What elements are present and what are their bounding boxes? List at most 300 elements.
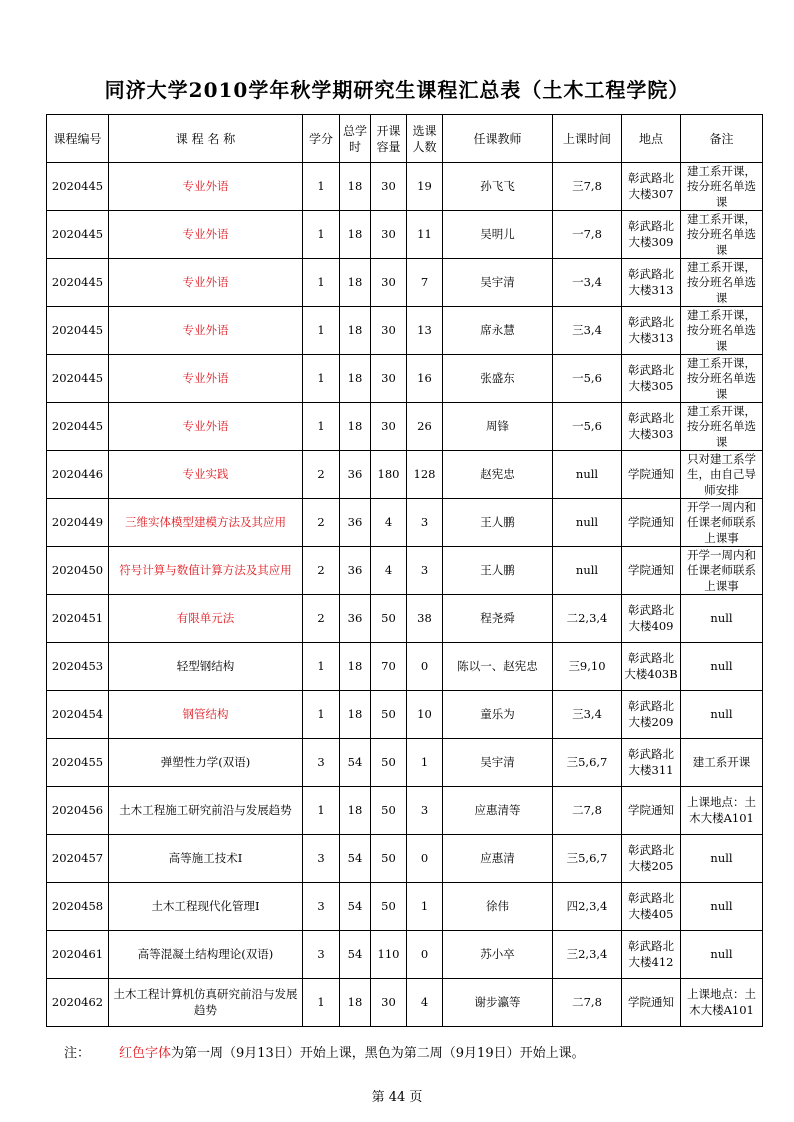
cell-teacher-text: 王人鹏 xyxy=(480,514,515,529)
cell-name xyxy=(109,787,303,835)
cell-time-text: 三3,4 xyxy=(572,322,602,337)
cell-teacher-text: 吴宇清 xyxy=(480,274,515,289)
cell-enrolled xyxy=(407,691,443,739)
cell-code-text: 2020462 xyxy=(51,994,104,1009)
cell-enrolled xyxy=(407,451,443,499)
cell-credit-text: 1 xyxy=(317,226,325,241)
cell-time xyxy=(553,163,622,211)
cell-enrolled xyxy=(407,211,443,259)
cell-hours xyxy=(340,931,371,979)
cell-hours xyxy=(340,979,371,1027)
cell-location-text: 彰武路北大楼403B xyxy=(624,651,678,681)
footnote-rest: 为第一周（9月13日）开始上课，黑色为第二周（9月19日）开始上课。 xyxy=(170,1046,585,1061)
cell-remark-text: 建工系开课 xyxy=(692,754,751,769)
cell-name xyxy=(109,739,303,787)
cell-credit xyxy=(303,931,340,979)
cell-code xyxy=(47,451,109,499)
cell-teacher-text: 应惠清等 xyxy=(474,802,521,817)
cell-location-text: 彰武路北大楼409 xyxy=(628,603,674,633)
cell-name-text: 钢管结构 xyxy=(182,706,229,721)
cell-capacity xyxy=(371,691,407,739)
cell-credit-text: 1 xyxy=(317,274,325,289)
cell-location xyxy=(622,835,681,883)
cell-capacity-text: 110 xyxy=(377,946,400,961)
cell-name-text: 专业外语 xyxy=(182,418,229,433)
cell-teacher-text: 谢步瀛等 xyxy=(474,994,521,1009)
cell-name-text: 有限单元法 xyxy=(176,610,235,625)
cell-hours-text: 18 xyxy=(347,322,363,337)
cell-location-text: 彰武路北大楼205 xyxy=(628,843,674,873)
cell-time xyxy=(553,739,622,787)
cell-name xyxy=(109,259,303,307)
cell-capacity-text: 50 xyxy=(381,898,396,913)
cell-teacher xyxy=(443,163,553,211)
cell-hours xyxy=(340,451,371,499)
cell-code-text: 2020445 xyxy=(51,274,104,289)
cell-teacher xyxy=(443,259,553,307)
cell-time-text: 三3,4 xyxy=(572,706,602,721)
cell-location xyxy=(622,163,681,211)
cell-credit xyxy=(303,211,340,259)
cell-credit-text: 3 xyxy=(317,754,325,769)
cell-name-text: 土木工程计算机仿真研究前沿与发展趋势 xyxy=(113,987,298,1017)
table-row xyxy=(47,691,763,739)
cell-time xyxy=(553,595,622,643)
cell-capacity xyxy=(371,979,407,1027)
cell-enrolled xyxy=(407,739,443,787)
cell-remark xyxy=(681,643,763,691)
table-row xyxy=(47,643,763,691)
cell-remark xyxy=(681,163,763,211)
cell-time xyxy=(553,835,622,883)
cell-hours-text: 36 xyxy=(347,466,363,481)
cell-remark-text: 建工系开课，按分班名单选课 xyxy=(687,355,756,401)
cell-hours-text: 36 xyxy=(347,610,363,625)
header-time: 上课时间 xyxy=(553,115,622,163)
cell-location-text: 学院通知 xyxy=(628,514,674,529)
cell-capacity-text: 30 xyxy=(381,274,396,289)
cell-credit xyxy=(303,403,340,451)
table-row xyxy=(47,883,763,931)
cell-enrolled xyxy=(407,595,443,643)
cell-code-text: 2020461 xyxy=(51,946,104,961)
cell-location-text: 彰武路北大楼307 xyxy=(628,171,674,201)
cell-teacher-text: 程尧舜 xyxy=(480,610,515,625)
cell-remark-text: 建工系开课，按分班名单选课 xyxy=(687,259,756,305)
cell-hours-text: 54 xyxy=(347,754,363,769)
cell-location-text: 彰武路北大楼311 xyxy=(628,747,674,777)
cell-location-text: 彰武路北大楼313 xyxy=(628,267,674,297)
cell-time-text: null xyxy=(575,466,599,481)
cell-location-text: 彰武路北大楼209 xyxy=(628,699,674,729)
cell-location-text: 学院通知 xyxy=(628,562,674,577)
cell-time-text: 二7,8 xyxy=(572,802,602,817)
cell-enrolled xyxy=(407,787,443,835)
cell-name xyxy=(109,547,303,595)
cell-remark xyxy=(681,739,763,787)
cell-teacher-text: 吴明儿 xyxy=(480,226,515,241)
cell-enrolled-text: 11 xyxy=(417,226,432,241)
cell-hours xyxy=(340,547,371,595)
cell-name-text: 土木工程施工研究前沿与发展趋势 xyxy=(119,802,292,817)
cell-code xyxy=(47,403,109,451)
cell-remark-text: null xyxy=(710,850,733,865)
header-enrolled: 选课人数 xyxy=(407,115,443,163)
cell-name-text: 专业外语 xyxy=(182,226,229,241)
cell-location xyxy=(622,595,681,643)
cell-hours xyxy=(340,883,371,931)
cell-name xyxy=(109,595,303,643)
cell-capacity xyxy=(371,883,407,931)
cell-enrolled-text: 3 xyxy=(420,802,429,817)
cell-hours xyxy=(340,691,371,739)
cell-credit xyxy=(303,547,340,595)
cell-code-text: 2020453 xyxy=(51,658,104,673)
cell-code xyxy=(47,499,109,547)
cell-location xyxy=(622,739,681,787)
cell-capacity xyxy=(371,931,407,979)
cell-remark xyxy=(681,259,763,307)
cell-hours xyxy=(340,259,371,307)
cell-remark xyxy=(681,595,763,643)
cell-location xyxy=(622,307,681,355)
cell-code xyxy=(47,835,109,883)
cell-teacher xyxy=(443,211,553,259)
cell-name xyxy=(109,451,303,499)
cell-capacity xyxy=(371,259,407,307)
cell-capacity xyxy=(371,451,407,499)
cell-enrolled xyxy=(407,979,443,1027)
cell-hours-text: 18 xyxy=(347,802,363,817)
cell-capacity-text: 50 xyxy=(381,610,396,625)
cell-hours-text: 18 xyxy=(347,658,363,673)
cell-code-text: 2020451 xyxy=(51,610,104,625)
cell-remark-text: 开学一周内和任课老师联系上课事 xyxy=(687,547,756,593)
cell-credit xyxy=(303,787,340,835)
cell-credit-text: 3 xyxy=(317,850,325,865)
cell-hours-text: 54 xyxy=(347,850,363,865)
cell-teacher xyxy=(443,931,553,979)
cell-remark xyxy=(681,307,763,355)
cell-enrolled-text: 13 xyxy=(417,322,432,337)
table-row xyxy=(47,979,763,1027)
cell-time xyxy=(553,883,622,931)
cell-credit-text: 3 xyxy=(317,898,325,913)
cell-remark xyxy=(681,355,763,403)
cell-teacher-text: 周锋 xyxy=(486,418,509,433)
cell-credit xyxy=(303,835,340,883)
cell-code-text: 2020450 xyxy=(51,562,104,577)
cell-code xyxy=(47,691,109,739)
cell-credit xyxy=(303,259,340,307)
cell-hours-text: 18 xyxy=(347,370,363,385)
cell-time xyxy=(553,643,622,691)
cell-capacity-text: 50 xyxy=(381,754,396,769)
table-row xyxy=(47,547,763,595)
table-row xyxy=(47,787,763,835)
cell-location-text: 彰武路北大楼309 xyxy=(628,219,674,249)
cell-time-text: 一7,8 xyxy=(572,226,602,241)
cell-time xyxy=(553,547,622,595)
cell-code xyxy=(47,931,109,979)
cell-time-text: 三5,6,7 xyxy=(566,850,608,865)
cell-credit-text: 2 xyxy=(317,562,325,577)
cell-teacher xyxy=(443,451,553,499)
cell-name-text: 专业外语 xyxy=(182,322,229,337)
cell-code-text: 2020445 xyxy=(51,322,104,337)
cell-teacher xyxy=(443,643,553,691)
cell-credit-text: 1 xyxy=(317,706,325,721)
cell-enrolled-text: 128 xyxy=(413,466,436,481)
cell-name-text: 三维实体模型建模方法及其应用 xyxy=(125,514,286,529)
cell-location xyxy=(622,931,681,979)
cell-time xyxy=(553,355,622,403)
cell-enrolled-text: 0 xyxy=(420,850,429,865)
header-capacity: 开课容量 xyxy=(371,115,407,163)
cell-location-text: 彰武路北大楼303 xyxy=(628,411,674,441)
cell-location xyxy=(622,451,681,499)
cell-hours-text: 18 xyxy=(347,274,363,289)
cell-name xyxy=(109,403,303,451)
cell-hours xyxy=(340,355,371,403)
cell-capacity xyxy=(371,835,407,883)
cell-code-text: 2020445 xyxy=(51,226,104,241)
cell-hours xyxy=(340,211,371,259)
cell-enrolled xyxy=(407,547,443,595)
cell-teacher xyxy=(443,979,553,1027)
cell-credit xyxy=(303,739,340,787)
footnote xyxy=(64,1042,585,1061)
cell-credit-text: 1 xyxy=(317,658,325,673)
table-row xyxy=(47,499,763,547)
cell-name-text: 高等混凝土结构理论(双语) xyxy=(137,946,274,961)
cell-time-text: 二2,3,4 xyxy=(566,610,608,625)
cell-hours-text: 54 xyxy=(347,898,363,913)
cell-enrolled xyxy=(407,835,443,883)
cell-code xyxy=(47,787,109,835)
cell-code xyxy=(47,163,109,211)
footnote-prefix: 注： xyxy=(64,1046,91,1061)
cell-name xyxy=(109,307,303,355)
cell-hours xyxy=(340,643,371,691)
cell-location-text: 学院通知 xyxy=(628,994,674,1009)
header-teacher: 任课教师 xyxy=(443,115,553,163)
cell-remark-text: 建工系开课，按分班名单选课 xyxy=(687,307,756,353)
cell-capacity-text: 70 xyxy=(381,658,396,673)
cell-credit-text: 1 xyxy=(317,178,325,193)
cell-credit xyxy=(303,355,340,403)
cell-remark xyxy=(681,451,763,499)
cell-code xyxy=(47,259,109,307)
cell-code xyxy=(47,355,109,403)
cell-credit-text: 2 xyxy=(317,514,325,529)
cell-remark-text: 只对建工系学生，由自己导师安排 xyxy=(687,451,756,497)
cell-time xyxy=(553,211,622,259)
cell-capacity xyxy=(371,739,407,787)
cell-hours xyxy=(340,499,371,547)
cell-enrolled xyxy=(407,883,443,931)
table-row xyxy=(47,355,763,403)
cell-enrolled-text: 3 xyxy=(420,562,429,577)
cell-remark-text: 建工系开课，按分班名单选课 xyxy=(687,403,756,449)
cell-name-text: 符号计算与数值计算方法及其应用 xyxy=(119,562,292,577)
cell-time xyxy=(553,259,622,307)
cell-hours-text: 18 xyxy=(347,418,363,433)
header-credit: 学分 xyxy=(303,115,340,163)
cell-hours-text: 18 xyxy=(347,706,363,721)
cell-hours xyxy=(340,739,371,787)
cell-time xyxy=(553,307,622,355)
page-title: 同济大学2010学年秋学期研究生课程汇总表（土木工程学院） xyxy=(104,78,690,102)
cell-name xyxy=(109,979,303,1027)
cell-capacity-text: 180 xyxy=(377,466,400,481)
cell-teacher xyxy=(443,307,553,355)
cell-teacher-text: 苏小卒 xyxy=(480,946,515,961)
cell-code xyxy=(47,883,109,931)
course-table xyxy=(46,114,763,1027)
cell-credit-text: 1 xyxy=(317,994,325,1009)
table-row xyxy=(47,211,763,259)
cell-remark-text: 上课地点：土木大楼A101 xyxy=(687,987,756,1017)
cell-teacher xyxy=(443,835,553,883)
cell-capacity xyxy=(371,163,407,211)
cell-remark xyxy=(681,691,763,739)
cell-remark xyxy=(681,547,763,595)
cell-hours xyxy=(340,163,371,211)
cell-name-text: 高等施工技术Ⅰ xyxy=(168,850,243,865)
cell-location xyxy=(622,355,681,403)
cell-remark-text: 上课地点：土木大楼A101 xyxy=(687,795,756,825)
cell-time-text: 三7,8 xyxy=(572,178,602,193)
cell-teacher xyxy=(443,355,553,403)
cell-enrolled xyxy=(407,643,443,691)
cell-code-text: 2020454 xyxy=(51,706,104,721)
cell-credit xyxy=(303,451,340,499)
cell-remark-text: null xyxy=(710,898,733,913)
cell-remark-text: null xyxy=(710,610,733,625)
cell-capacity xyxy=(371,355,407,403)
cell-code xyxy=(47,739,109,787)
cell-enrolled-text: 3 xyxy=(420,514,429,529)
cell-enrolled-text: 10 xyxy=(417,706,432,721)
cell-code xyxy=(47,595,109,643)
cell-enrolled-text: 1 xyxy=(420,754,429,769)
cell-location xyxy=(622,499,681,547)
cell-remark-text: null xyxy=(710,706,733,721)
cell-code-text: 2020445 xyxy=(51,418,104,433)
table-row xyxy=(47,307,763,355)
cell-credit xyxy=(303,979,340,1027)
cell-name xyxy=(109,355,303,403)
cell-name-text: 专业外语 xyxy=(182,274,229,289)
cell-teacher xyxy=(443,787,553,835)
cell-code-text: 2020445 xyxy=(51,370,104,385)
cell-code-text: 2020446 xyxy=(51,466,104,481)
cell-capacity xyxy=(371,787,407,835)
cell-credit-text: 2 xyxy=(317,466,325,481)
cell-name xyxy=(109,643,303,691)
cell-location xyxy=(622,403,681,451)
table-row xyxy=(47,739,763,787)
cell-name xyxy=(109,883,303,931)
cell-time-text: 二7,8 xyxy=(572,994,602,1009)
cell-capacity-text: 50 xyxy=(381,850,396,865)
cell-enrolled xyxy=(407,307,443,355)
cell-location xyxy=(622,259,681,307)
header-hours: 总学时 xyxy=(340,115,371,163)
cell-teacher-text: 陈以一、赵宪忠 xyxy=(457,658,538,673)
cell-credit xyxy=(303,307,340,355)
cell-credit-text: 2 xyxy=(317,610,325,625)
footnote-red-text: 红色字体 xyxy=(118,1046,171,1061)
cell-time xyxy=(553,979,622,1027)
cell-enrolled xyxy=(407,403,443,451)
cell-teacher xyxy=(443,883,553,931)
table-row xyxy=(47,451,763,499)
cell-code-text: 2020456 xyxy=(51,802,104,817)
cell-location xyxy=(622,547,681,595)
cell-remark xyxy=(681,787,763,835)
cell-teacher-text: 孙飞飞 xyxy=(480,178,515,193)
cell-name xyxy=(109,835,303,883)
cell-name-text: 专业外语 xyxy=(182,370,229,385)
cell-credit xyxy=(303,499,340,547)
cell-teacher xyxy=(443,547,553,595)
cell-capacity-text: 30 xyxy=(381,418,396,433)
cell-remark xyxy=(681,883,763,931)
cell-name-text: 轻型钢结构 xyxy=(176,658,235,673)
cell-credit xyxy=(303,643,340,691)
cell-hours-text: 18 xyxy=(347,178,363,193)
table-header-row xyxy=(47,115,763,163)
cell-enrolled xyxy=(407,259,443,307)
cell-name-text: 专业外语 xyxy=(182,178,229,193)
header-code: 课程编号 xyxy=(47,115,109,163)
cell-credit-text: 3 xyxy=(317,946,325,961)
cell-capacity xyxy=(371,499,407,547)
cell-name xyxy=(109,499,303,547)
cell-teacher xyxy=(443,403,553,451)
cell-location xyxy=(622,883,681,931)
cell-code xyxy=(47,307,109,355)
cell-hours-text: 36 xyxy=(347,562,363,577)
table-row xyxy=(47,835,763,883)
cell-capacity xyxy=(371,307,407,355)
page-number: 第 44 页 xyxy=(371,1090,423,1105)
table-row xyxy=(47,163,763,211)
cell-teacher xyxy=(443,739,553,787)
cell-remark-text: 建工系开课，按分班名单选课 xyxy=(687,163,756,209)
table-row xyxy=(47,595,763,643)
cell-hours xyxy=(340,595,371,643)
cell-teacher xyxy=(443,691,553,739)
cell-credit-text: 1 xyxy=(317,322,325,337)
cell-location xyxy=(622,787,681,835)
cell-enrolled-text: 7 xyxy=(420,274,429,289)
cell-time-text: null xyxy=(575,514,599,529)
cell-time xyxy=(553,499,622,547)
cell-teacher xyxy=(443,595,553,643)
cell-location xyxy=(622,211,681,259)
cell-time-text: 一5,6 xyxy=(572,418,602,433)
cell-credit xyxy=(303,595,340,643)
cell-credit-text: 1 xyxy=(317,370,325,385)
cell-time-text: 三5,6,7 xyxy=(566,754,608,769)
cell-capacity xyxy=(371,547,407,595)
cell-remark-text: 建工系开课，按分班名单选课 xyxy=(687,211,756,257)
cell-enrolled-text: 19 xyxy=(417,178,432,193)
cell-name-text: 土木工程现代化管理Ⅰ xyxy=(151,898,260,913)
